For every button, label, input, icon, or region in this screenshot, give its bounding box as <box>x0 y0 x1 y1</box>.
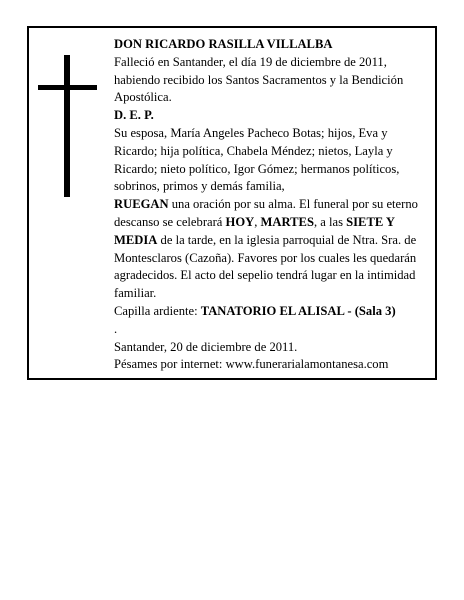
funeral-text-3: de la tarde, en la iglesia parroquial de Ntra. Sra. de Montesclaros (Cazoña). Favores por los cuales les quedarán agradecidos. El acto del sepelio tendrá lugar en la intimidad familiar. <box>114 232 417 301</box>
deceased-name: DON RICARDO RASILLA VILLALBA <box>114 37 333 51</box>
family-paragraph <box>114 125 429 196</box>
chapel-name: TANATORIO EL ALISAL - (Sala 3) <box>200 303 396 318</box>
stray-dot: . <box>114 321 118 336</box>
funeral-text-1: una oración por su alma. El funeral por su eterno descanso se celebrará <box>114 197 418 229</box>
hoy-word: HOY <box>225 214 255 229</box>
funeral-hour: SIETE Y MEDIA <box>114 214 395 247</box>
family-list: Su esposa, María Angeles Pacheco Botas; hijos, Eva y Ricardo; hija política, Chabela Méndez; nietos, Layla y Ricardo; nieto político, Igor Gómez; hermanos políticos, sobrinos, primos y demás familia, <box>114 125 400 194</box>
chapel-line <box>114 303 429 321</box>
funeral-paragraph <box>114 196 429 303</box>
martes-word: MARTES <box>260 214 314 229</box>
funeral-text-2: , a las <box>313 214 347 229</box>
date-line: Santander, 20 de diciembre de 2011. <box>114 339 298 354</box>
obituary-text <box>114 36 429 374</box>
death-statement: Falleció en Santander, el día 19 de diciembre de 2011, habiendo recibido los Santos Sacramentos y la Bendición Apostólica. <box>114 54 404 105</box>
chapel-label: Capilla ardiente: <box>114 303 201 318</box>
rip-line: D. E. P. <box>114 108 154 123</box>
condolences-web-line: Pésames por internet: www.funerarialamontanesa.com <box>114 357 389 372</box>
funeral-comma: , <box>254 214 261 229</box>
ruegan-word: RUEGAN <box>114 197 169 212</box>
